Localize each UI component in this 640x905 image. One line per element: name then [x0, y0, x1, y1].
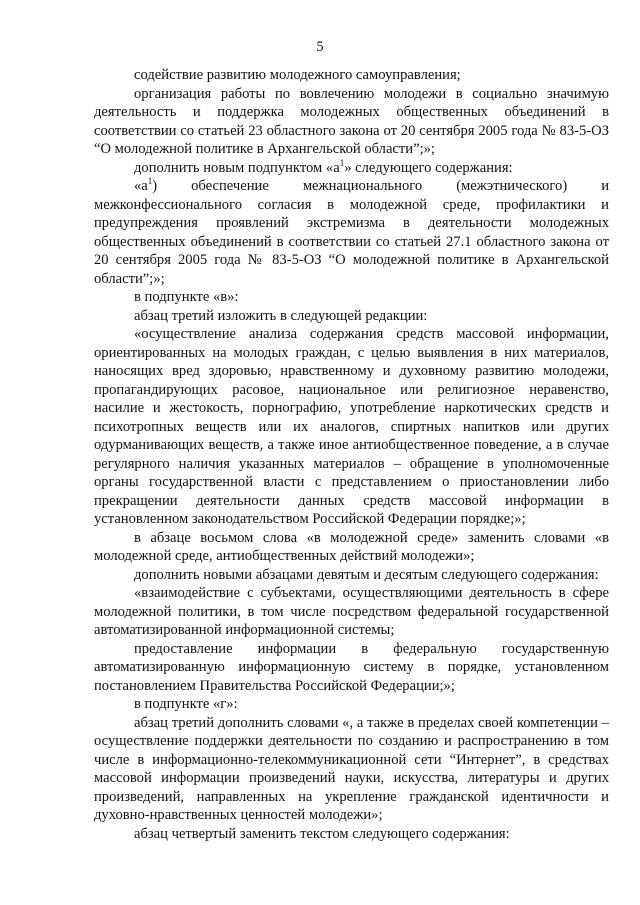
paragraph: абзац третий дополнить словами «, а также в пределах своей компетенции – осуществление поддержки деятельности по созданию и распространению в том числе в информационно-телекоммуникационной сети “Интернет”, в средствах массовой информации произведений науки, искусства, литературы и других произведений, направленных на укрепление гражданской идентичности и духовно-нравственных ценностей молодежи»; — [94, 714, 609, 823]
paragraph: «взаимодействие с субъектами, осуществляющими деятельность в сфере молодежной политики, в том числе посредством федеральной государственной автоматизированной информационной системы; — [94, 585, 609, 638]
paragraph — [94, 159, 609, 178]
paragraph: дополнить новыми абзацами девятым и десятым следующего содержания: — [134, 566, 599, 583]
paragraph-text: » следующего содержания: — [344, 159, 513, 176]
paragraph: организация работы по вовлечению молодежи в социально значимую деятельность и поддержка молодежных общественных объединений в соответствии со статьей 23 областного закона от 20 сентября 2005 года № 83-5-ОЗ “О молодежной политике в Архангельской области”;»; — [94, 85, 609, 157]
document-body — [94, 66, 609, 843]
page-number: 5 — [316, 39, 324, 55]
paragraph: содействие развитию молодежного самоуправления; — [134, 67, 461, 83]
superscript-number: 1 — [147, 176, 153, 187]
paragraph-text: ) обеспечение межнационального (межэтнического) и межконфессионального согласия в молодежной среде, профилактики и предупреждения проявлений экстремизма в деятельности молодежных общественных объединений в соответствии со статьей 27.1 областного закона от 20 сентября 2005 года № 83-5-ОЗ “О молодежной политике в Архангельской области”;»; — [94, 178, 609, 287]
paragraph: в абзаце восьмом слова «в молодежной среде» заменить словами «в молодежной среде, антиобщественных действий молодежи»; — [94, 529, 609, 564]
superscript-number: 1 — [339, 157, 345, 168]
paragraph: абзац третий изложить в следующей редакции: — [134, 307, 428, 324]
paragraph: в подпункте «в»: — [134, 289, 239, 305]
paragraph: предоставление информации в федеральную государственную автоматизированную информационную систему в порядке, установленном постановлением Правительства Российской Федерации;»; — [94, 640, 609, 694]
paragraph: «осуществление анализа содержания средств массовой информации, ориентированных на молодых граждан, с целью выявления в них материалов, наносящих вред здоровью, нравственному и духовному развитию молодежи, пропагандирующих расовое, национальное или религиозное неравенство, насилие и жестокость, порнографию, употребление наркотических средств и психотропных веществ или их аналогов, спиртных напитков или других одурманивающих веществ, а также иное антиобщественное поведение, а в случае регулярного наличия указанных материалов – обращение в уполномоченные органы государственной власти с представлением о приостановлении либо прекращении деятельности данных средств массовой информации в установленном законодательством Российской Федерации порядке;»; — [94, 326, 609, 527]
paragraph-text: «а — [134, 178, 148, 194]
paragraph-text: дополнить новым подпунктом «а — [134, 159, 340, 176]
paragraph — [94, 177, 609, 288]
paragraph: в подпункте «г»: — [134, 696, 238, 712]
paragraph: абзац четвертый заменить текстом следующего содержания: — [134, 825, 510, 842]
